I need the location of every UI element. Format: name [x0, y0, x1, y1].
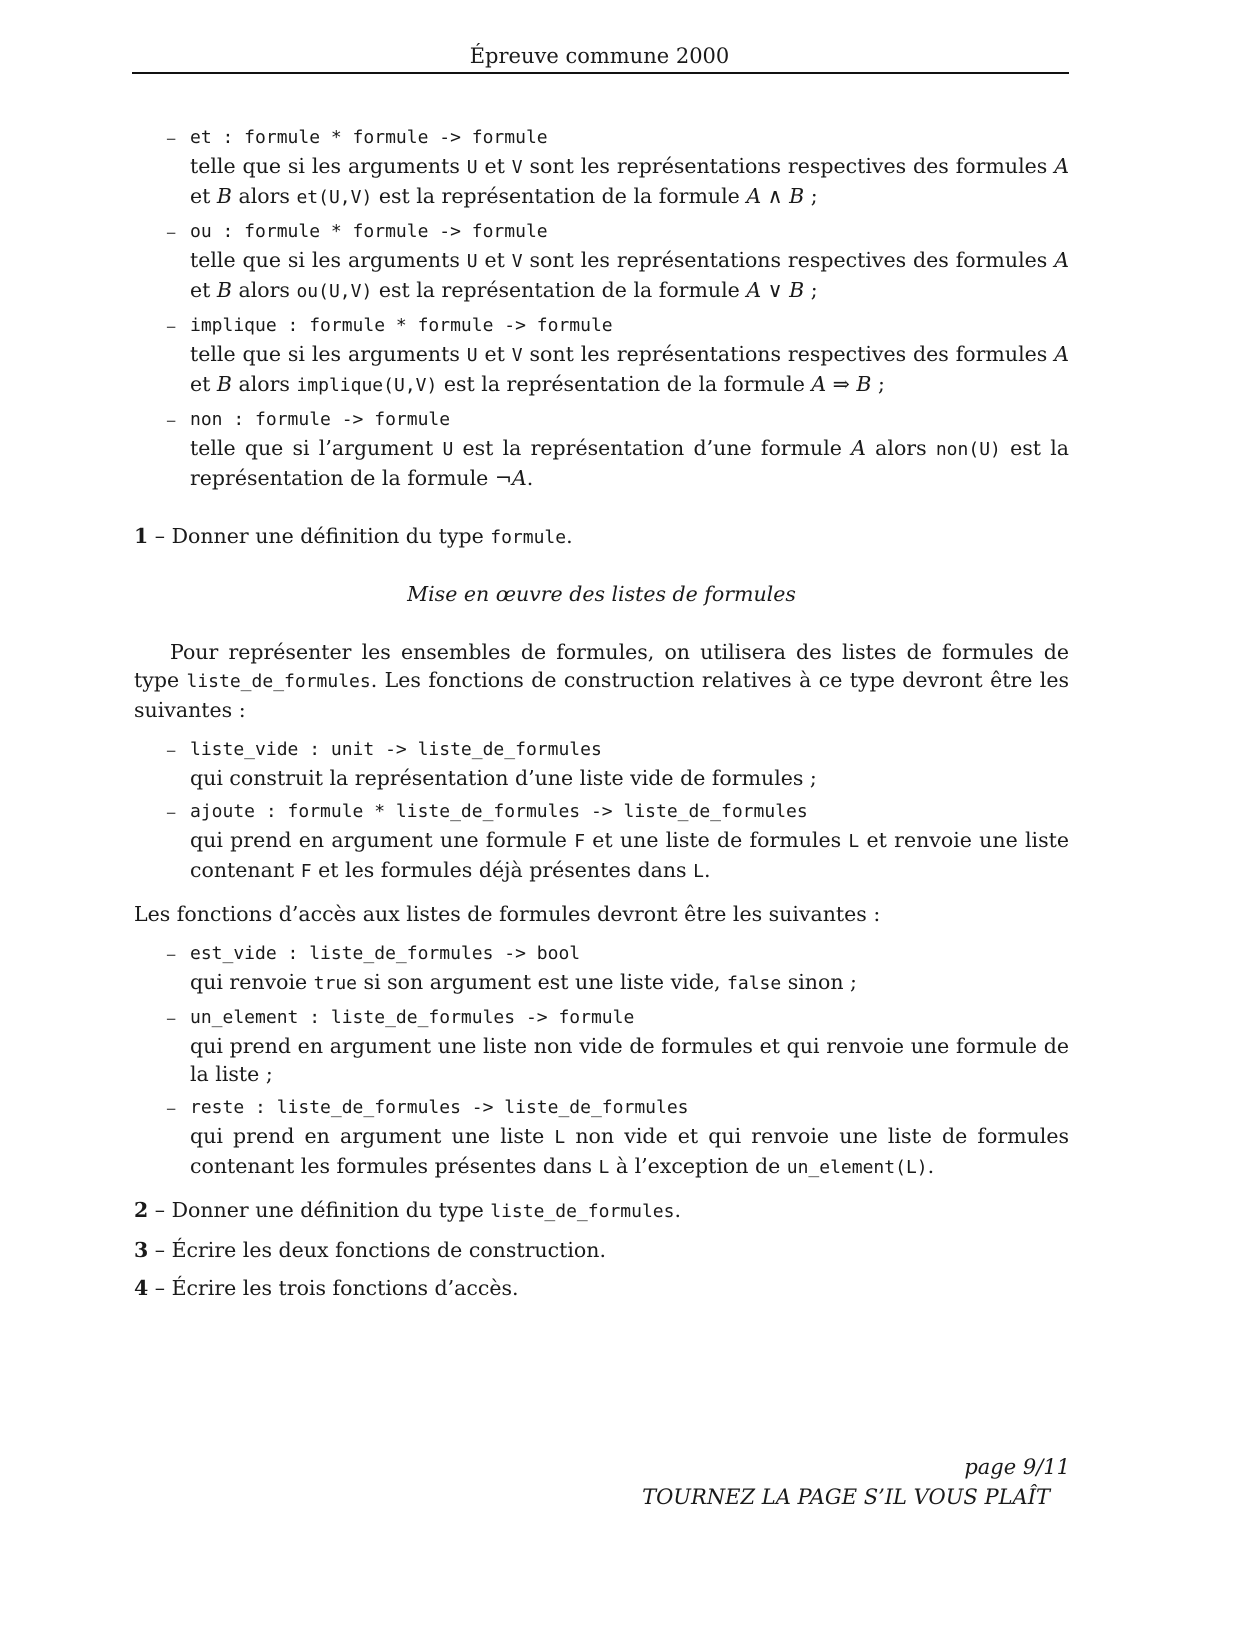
- signature: ajoute : formule * liste_de_formules -> liste_de_formules: [190, 801, 808, 822]
- constructor-item-implique: [134, 312, 1069, 400]
- page-number: page 9/11: [964, 1455, 1070, 1479]
- signature: implique : formule * formule -> formule: [190, 315, 613, 336]
- list-dash: –: [166, 220, 177, 244]
- access-intro: Les fonctions d’accès aux listes de formules devront être les suivantes :: [134, 902, 881, 926]
- description: qui construit la représentation d’une liste vide de formules ;: [190, 766, 817, 790]
- list-item-ajoute: [134, 798, 1069, 886]
- question-2: 2 – Donner une définition du type liste_de_formules.: [134, 1198, 681, 1222]
- list-item-est-vide: [134, 940, 1069, 998]
- signature: ou : formule * formule -> formule: [190, 221, 548, 242]
- list-dash: –: [166, 1006, 177, 1030]
- signature: liste_vide : unit -> liste_de_formules: [190, 739, 602, 760]
- description: telle que si les arguments U et V sont les représentations respectives des formules A et B alors et(U,V) est la représentation de la formule A ∧ B ;: [190, 154, 1069, 208]
- description: telle que si les arguments U et V sont les représentations respectives des formules A et B alors ou(U,V) est la représentation de la formule A ∨ B ;: [190, 248, 1069, 302]
- question-1: 1 – Donner une définition du type formule.: [134, 524, 573, 548]
- page-footer: [642, 1452, 1070, 1512]
- page-header-title: Épreuve commune 2000: [469, 44, 730, 68]
- list-dash: –: [166, 738, 177, 762]
- question-3: 3 – Écrire les deux fonctions de construction.: [134, 1238, 606, 1262]
- page-content: [134, 124, 1069, 1302]
- section-title: Mise en œuvre des listes de formules: [407, 582, 796, 606]
- list-constructors: [134, 736, 1069, 886]
- turn-page-notice: TOURNEZ LA PAGE S’IL VOUS PLAÎT: [642, 1485, 1050, 1509]
- description: qui prend en argument une liste non vide de formules et qui renvoie une formule de la liste ;: [190, 1034, 1069, 1086]
- list-dash: –: [166, 1096, 177, 1120]
- header-rule: [132, 72, 1069, 74]
- constructor-item-et: [134, 124, 1069, 212]
- list-item-reste: [134, 1094, 1069, 1182]
- description: qui prend en argument une liste L non vide et qui renvoie une liste de formules contenant les formules présentes dans L à l’exception de un_element(L).: [190, 1124, 1069, 1178]
- constructor-item-ou: [134, 218, 1069, 306]
- signature: un_element : liste_de_formules -> formule: [190, 1007, 635, 1028]
- list-dash: –: [166, 408, 177, 432]
- description: qui prend en argument une formule F et une liste de formules L et renvoie une liste contenant F et les formules déjà présentes dans L.: [190, 828, 1069, 882]
- list-dash: –: [166, 126, 177, 150]
- signature: et : formule * formule -> formule: [190, 127, 548, 148]
- description: telle que si les arguments U et V sont les représentations respectives des formules A et B alors implique(U,V) est la représentation de la formule A ⇒ B ;: [190, 342, 1069, 396]
- list-access-functions: [134, 940, 1069, 1182]
- description: qui renvoie true si son argument est une liste vide, false sinon ;: [190, 970, 857, 994]
- list-item-liste-vide: [134, 736, 1069, 792]
- signature: non : formule -> formule: [190, 409, 451, 430]
- list-dash: –: [166, 314, 177, 338]
- signature: est_vide : liste_de_formules -> bool: [190, 943, 581, 964]
- constructor-item-non: [134, 406, 1069, 492]
- signature: reste : liste_de_formules -> liste_de_formules: [190, 1097, 689, 1118]
- question-4: 4 – Écrire les trois fonctions d’accès.: [134, 1276, 519, 1300]
- list-item-un-element: [134, 1004, 1069, 1088]
- intro-paragraph: Pour représenter les ensembles de formules, on utilisera des listes de formules de type liste_de_formules. Les fonctions de construction relatives à ce type devront être les suivantes :: [134, 640, 1070, 722]
- description: telle que si l’argument U est la représentation d’une formule A alors non(U) est la représentation de la formule ¬A.: [190, 436, 1069, 490]
- list-dash: –: [166, 942, 177, 966]
- list-dash: –: [166, 800, 177, 824]
